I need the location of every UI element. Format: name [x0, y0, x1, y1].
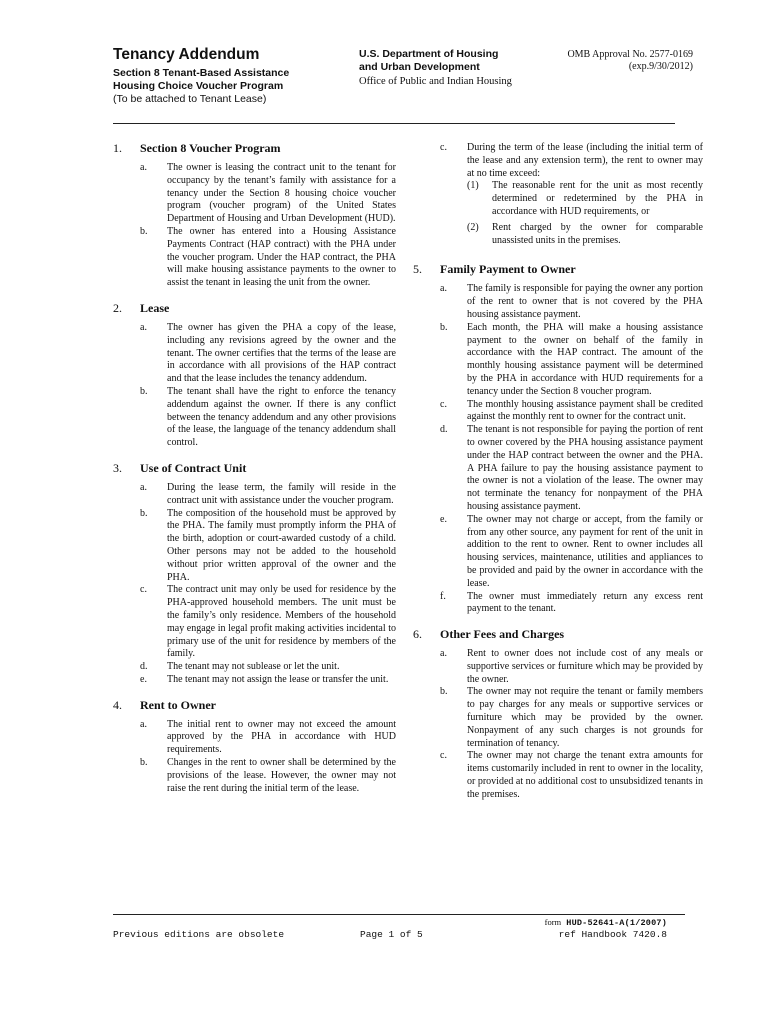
sub-clause — [467, 222, 703, 248]
form-id: HUD-52641-A(1/2007) — [566, 918, 667, 928]
clause-text: The family is responsible for paying the owner any portion of the rent to owner that is not covered by the PHA housing assistance payment. — [467, 283, 703, 320]
clause-text: During the term of the lease (including the initial term of the lease and any extension term), the rent to owner may at no time exceed: — [467, 142, 703, 179]
section-4-continued — [413, 142, 703, 247]
clause-letter: d. — [140, 661, 148, 673]
clause — [113, 674, 396, 687]
clause-letter: b. — [440, 321, 448, 333]
section-title: Rent to Owner — [140, 697, 216, 712]
omb-block — [561, 49, 693, 73]
clause-text: The tenant shall have the right to enforce the tenancy addendum against the owner. If there is any conflict between the tenancy addendum and any other provisions of the lease, the language of the tenancy addendum shall control. — [167, 385, 396, 449]
clause-text: The owner has given the PHA a copy of the lease, including any revisions agreed by the owner and the tenant. The owner certifies that the terms of the lease are in accordance with all provisions of the HAP contract and that the lease includes the tenancy addendum. — [167, 321, 396, 385]
clause-letter: a. — [140, 481, 147, 493]
clause — [413, 424, 703, 514]
obsolete-notice: Previous editions are obsolete — [113, 929, 285, 940]
section-3 — [113, 462, 396, 687]
section-title: Other Fees and Charges — [440, 627, 565, 642]
clause-text: The initial rent to owner may not exceed the amount approved by the PHA in accordance with HUD requirements. — [167, 718, 396, 756]
clause — [413, 399, 703, 425]
left-column — [113, 142, 396, 807]
section-heading — [113, 462, 396, 482]
clause-letter: d. — [440, 424, 448, 436]
section-1 — [113, 142, 396, 290]
section-2 — [113, 302, 396, 450]
section-title: Lease — [140, 300, 170, 315]
clause — [113, 482, 396, 508]
omb-approval: OMB Approval No. 2577-0169 — [567, 49, 693, 60]
section-4 — [113, 699, 396, 796]
office-name: Office of Public and Indian Housing — [359, 76, 512, 87]
section-title: Use of Contract Unit — [140, 460, 247, 475]
section-title: Section 8 Voucher Program — [140, 141, 281, 155]
clause — [413, 648, 703, 686]
agency-block — [359, 48, 559, 88]
clause — [413, 322, 703, 399]
clause — [413, 142, 703, 247]
footer-divider — [113, 914, 685, 915]
clause — [113, 162, 396, 226]
clause — [413, 283, 703, 321]
clause-letter: b. — [140, 757, 148, 769]
clause-text: The tenant may not assign the lease or transfer the unit. — [167, 673, 389, 685]
clause — [113, 226, 396, 290]
form-number — [545, 917, 667, 928]
section-5 — [413, 263, 703, 616]
clause-letter: b. — [140, 507, 148, 519]
clause — [413, 514, 703, 591]
section-heading — [113, 302, 396, 322]
clause-text: The owner may not charge the tenant extra amounts for items customarily included in rent to owner in the locality, or provided at no additional cost to unsubsidized tenants in the premises. — [467, 750, 703, 800]
clause-text: The owner has entered into a Housing Assistance Payments Contract (HAP contract) with the PHA under the voucher program. Under the HAP contract, the PHA will make housing assistance payments to the owner to assist the tenant in leasing the unit from the owner. — [167, 225, 396, 289]
document-header — [113, 46, 693, 118]
clause-letter: b. — [140, 225, 148, 237]
section-heading — [113, 142, 396, 162]
handbook-reference: ref Handbook 7420.8 — [558, 929, 667, 940]
clause-letter: a. — [440, 648, 447, 660]
clause-letter: e. — [140, 673, 147, 685]
sub-clause-text: The reasonable rent for the unit as most recently determined or redetermined by the PHA in accordance with HUD requirements, or — [492, 180, 703, 217]
clause-text: The tenant may not sublease or let the unit. — [167, 661, 340, 673]
clause-text: The owner may not require the tenant or family members to pay charges for any meals or supportive services or furniture which may be provided by the owner. Nonpayment of any such charges is not grounds for termination of tenancy. — [467, 686, 703, 749]
clause-letter: a. — [140, 162, 147, 173]
attachment-note: (To be attached to Tenant Lease) — [113, 93, 267, 105]
clause-letter: a. — [140, 718, 147, 730]
clause-letter: b. — [140, 385, 148, 397]
page-number: Page 1 of 5 — [360, 929, 423, 940]
omb-expiration: (exp.9/30/2012) — [628, 61, 693, 72]
document-title: Tenancy Addendum — [113, 46, 260, 63]
clause-letter: c. — [440, 142, 447, 153]
clause-text: The owner must immediately return any excess rent payment to the tenant. — [467, 590, 703, 615]
clause-letter: c. — [140, 584, 147, 596]
clause — [113, 386, 396, 450]
clause — [413, 750, 703, 801]
section-heading — [413, 628, 703, 648]
sub-clause-number: (2) — [467, 221, 479, 233]
clause — [113, 322, 396, 386]
clause-letter: f. — [440, 590, 446, 602]
section-number: 1. — [113, 141, 122, 155]
section-heading — [413, 263, 703, 283]
program-subtitle-2: Housing Choice Voucher Program — [113, 80, 284, 92]
clause — [113, 584, 396, 661]
clause-text: Rent to owner does not include cost of any meals or supportive services or furniture which may be provided by the owner. — [467, 648, 703, 685]
clause — [113, 719, 396, 757]
clause-letter: a. — [440, 283, 447, 295]
clause-text: The monthly housing assistance payment shall be credited against the monthly rent to owner for the contract unit. — [467, 398, 703, 423]
right-column — [413, 142, 703, 814]
sub-clause-text: Rent charged by the owner for comparable unassisted units in the premises. — [492, 221, 703, 246]
title-block — [113, 46, 343, 106]
section-heading — [113, 699, 396, 719]
clause-text: During the lease term, the family will reside in the contract unit with assistance under the voucher program. — [167, 481, 396, 506]
clause-text: The composition of the household must be approved by the PHA. The family must promptly inform the PHA of the birth, adoption or court-awarded custody of a child. Other persons may not be added to the household without prior written approval of the owner and the PHA. — [167, 507, 396, 583]
form-prefix: form — [544, 917, 562, 927]
section-number: 3. — [113, 460, 122, 475]
clause-text: Changes in the rent to owner shall be determined by the provisions of the lease. However, the owner may not raise the rent during the initial term of the lease. — [167, 757, 396, 794]
sub-clause-number: (1) — [467, 180, 479, 192]
agency-line-2: and Urban Development — [359, 61, 480, 73]
clause — [113, 757, 396, 795]
header-divider — [113, 123, 675, 124]
clause-text: The tenant is not responsible for paying the portion of rent to owner covered by the PHA housing assistance payment under the HAP contract between the owner and the PHA. A PHA failure to pay the housing assistance payment to the owner is not a violation of the lease. The owner may not terminate the tenancy for nonpayment of the PHA housing assistance payment. — [467, 424, 703, 512]
clause-text: The contract unit may only be used for residence by the PHA-approved household members. The unit must be the family’s only residence. Members of the household may engage in legal profit making activities incidental to primary use of the unit for residence by members of the family. — [167, 584, 396, 660]
page-footer — [113, 917, 685, 947]
clause-text: Each month, the PHA will make a housing assistance payment to the owner on behalf of the family in accordance with the HAP contract. The amount of the monthly housing assistance payment will be determined by the PHA in accordance with HUD requirements for a tenancy under the Section 8 voucher program. — [467, 321, 703, 397]
section-number: 5. — [413, 262, 422, 277]
section-number: 2. — [113, 300, 122, 315]
section-number: 6. — [413, 627, 422, 642]
clause-text: The owner is leasing the contract unit to the tenant for occupancy by the tenant’s family with assistance for a tenancy under the Section 8 housing choice voucher program (voucher program) of the United States Department of Housing and Urban Development (HUD). — [167, 162, 396, 225]
clause-letter: a. — [140, 321, 147, 333]
clause-letter: c. — [440, 750, 447, 762]
program-subtitle-1: Section 8 Tenant-Based Assistance — [113, 67, 290, 79]
clause — [413, 686, 703, 750]
clause-letter: b. — [440, 686, 448, 698]
agency-line-1: U.S. Department of Housing — [359, 48, 499, 60]
section-number: 4. — [113, 697, 122, 712]
section-title: Family Payment to Owner — [440, 262, 576, 277]
clause — [413, 591, 703, 617]
clause-text: The owner may not charge or accept, from the family or from any other source, any payment for rent of the unit in addition to the rent to owner. Rent to owner includes all housing services, maintenance, utilities and appliances to be provided and paid by the owner in accordance with the lease. — [467, 513, 703, 589]
clause-letter: c. — [440, 398, 447, 410]
clause-letter: e. — [440, 513, 447, 525]
section-6 — [413, 628, 703, 802]
sub-clause — [467, 180, 703, 218]
clause — [113, 661, 396, 674]
clause — [113, 508, 396, 585]
